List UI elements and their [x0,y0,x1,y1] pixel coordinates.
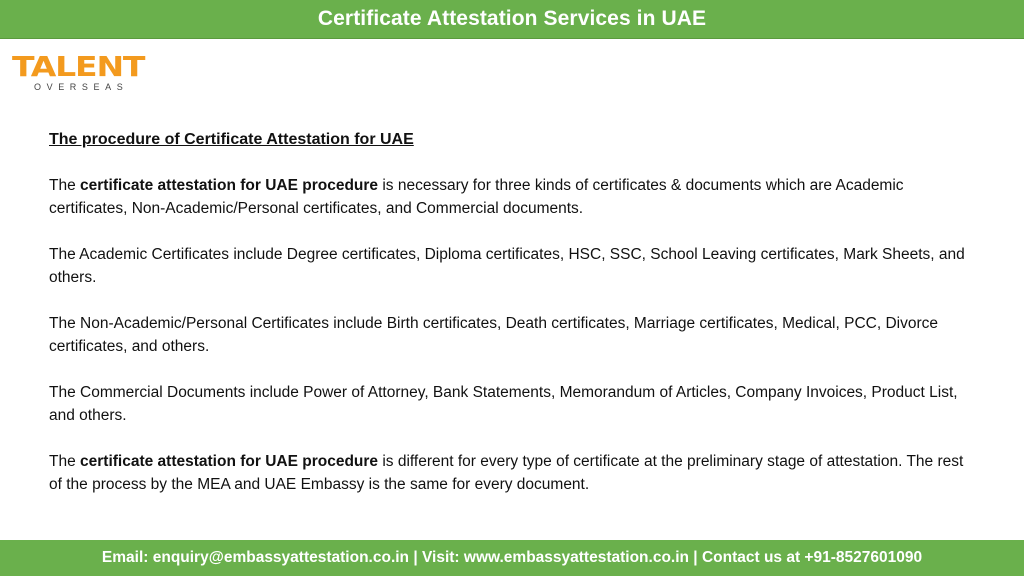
logo-subtitle: OVERSEAS [34,82,129,92]
paragraph-procedure-bold: certificate attestation for UAE procedure [80,453,379,470]
header-bar [0,0,1024,39]
paragraph-academic: The Academic Certificates include Degree certificates, Diploma certificates, HSC, SSC, School Leaving certificates, Mark Sheets, and others. [49,246,965,286]
paragraph-procedure [49,450,979,496]
paragraph-intro [49,174,979,220]
page-title: Certificate Attestation Services in UAE [317,7,707,30]
talent-overseas-logo [12,50,145,94]
paragraph-procedure-post: is different for every type of certificate at the preliminary stage of attestation. The rest of the process by the MEA and UAE Embassy is the same for every document. [49,453,964,493]
paragraph-intro-bold: certificate attestation for UAE procedure [80,177,379,194]
paragraph-procedure-pre: The [49,453,81,470]
paragraph-intro-pre: The [49,177,81,194]
paragraph-commercial: The Commercial Documents include Power of Attorney, Bank Statements, Memorandum of Articles, Company Invoices, Product List, and others. [49,384,958,424]
paragraph-intro-post: is necessary for three kinds of certificates & documents which are Academic certificates, Non-Academic/Personal certificates, and Commercial documents. [49,177,904,217]
logo-wordmark: TALENT [12,50,145,83]
main-content [49,128,979,519]
footer-contact-text: Email: enquiry@embassyattestation.co.in | Visit: www.embassyattestation.co.in | Contact us at +91-8527601090 [101,549,923,566]
paragraph-non-academic: The Non-Academic/Personal Certificates include Birth certificates, Death certificates, Marriage certificates, Medical, PCC, Divorce certificates, and others. [49,315,938,355]
footer-bar [0,540,1024,576]
section-heading: The procedure of Certificate Attestation for UAE [49,131,414,148]
